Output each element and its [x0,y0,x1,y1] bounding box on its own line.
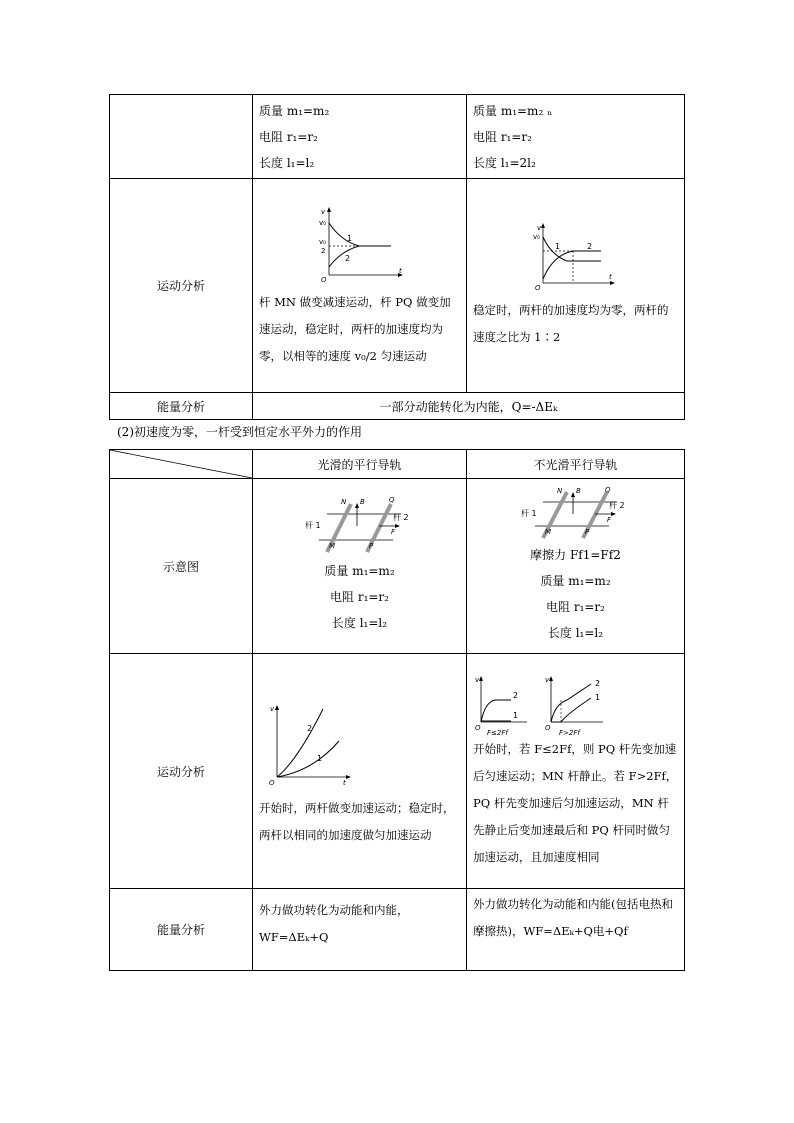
curve-1-label: 1 [555,241,561,251]
motion-left-text: 开始时，两杆做变加速运动；稳定时，两杆以相同的加速度做匀加速运动 [259,801,455,842]
rails-diagram-rough [521,486,631,542]
axis-t-label: t [609,272,612,281]
table-constant-force [109,449,685,971]
axis-v-label: v [321,208,326,216]
rod-2-label: 杆 2 [608,501,625,510]
condition-le-label: F≤2Ff [487,728,508,736]
label-B: B [359,498,365,506]
diagram-right-cell [467,479,685,654]
label-M: M [544,528,551,536]
origin-label: O [269,779,275,785]
curve-1-label: 1 [317,754,323,763]
prop-resistance: 电阻 r₁=r₂ [546,600,605,614]
energy-left-cell [253,889,467,971]
prop-mass: 质量 m₁=m₂ [324,564,395,578]
diagram-label: 示意图 [110,479,253,654]
header-rough-rails: 不光滑平行导轨 [467,450,685,479]
props-left-cell [253,95,467,179]
table-initial-velocity [109,94,685,420]
prop-length: 长度 l₁=2l₂ [473,155,536,170]
props-right-cell [467,95,685,179]
origin-label: O [321,276,327,283]
motion-label: 运动分析 [110,179,253,393]
prop-mass: 质量 m₁=m₂ ₙ [473,103,553,118]
axis-v-label: v [545,675,550,684]
label-F: F [606,516,611,524]
v0-label: v₀ [319,238,326,246]
axis-v-label: v [537,223,542,232]
axis-v-label: v [475,675,480,684]
rod-2-label: 杆 2 [392,513,409,522]
rails-diagram-smooth [305,496,415,558]
curve-2-label: 2 [513,690,519,700]
diagonal-header-cell [110,450,253,479]
velocity-graph-f-le [471,674,533,736]
diagram-left-cell [253,479,467,654]
energy-left-text: 外力做功转化为动能和内能，WF=ΔEₖ+Q [259,903,409,944]
label-M: M [328,542,335,550]
prop-length: 长度 l₁=l₂ [259,155,315,170]
label-B: B [575,487,581,495]
prop-resistance: 电阻 r₁=r₂ [330,590,389,604]
curve-1-label: 1 [595,692,601,702]
prop-mass: 质量 m₁=m₂ [540,574,611,588]
origin-label: O [475,723,481,732]
energy-right-cell [467,889,685,971]
velocity-graph-smooth [263,701,353,785]
curve-1-label: 1 [347,234,353,243]
prop-length: 长度 l₁=l₂ [331,616,388,630]
motion-right-cell [467,179,685,393]
motion-left-cell [253,654,467,889]
velocity-graph-f-gt [541,674,611,736]
energy-text: 一部分动能转化为内能，Q=-ΔEₖ [253,393,685,420]
curve-2-label: 2 [307,724,313,733]
motion-left-text: 杆 MN 做变减速运动，杆 PQ 做变加速运动，稳定时，两杆的加速度均为零，以相等的速度 v₀/2 匀速运动 [259,295,451,363]
condition-gt-label: F>2Ff [559,728,580,736]
axis-t-label: t [343,779,346,785]
energy-label: 能量分析 [110,889,253,971]
energy-right-text: 外力做功转化为动能和内能(包括电热和摩擦热)，WF=ΔEₖ+Q电+Qf [473,897,673,938]
prop-resistance: 电阻 r₁=r₂ [259,129,318,144]
prop-mass: 质量 m₁=m₂ [259,103,330,118]
label-P: P [368,542,373,550]
v0-label: v₀ [533,232,540,241]
energy-label: 能量分析 [110,393,253,420]
curve-2-label: 2 [345,254,351,263]
v0-label: v₀ [319,219,326,227]
label-Q: Q [604,486,611,494]
axis-v-label: v [270,705,275,713]
prop-resistance: 电阻 r₁=r₂ [473,129,532,144]
axis-t-label: t [399,267,402,275]
label-F: F [390,528,395,536]
velocity-graph-equal-length [311,205,411,283]
empty-cell [110,95,253,179]
label-N: N [556,487,562,495]
diagonal-line [110,450,252,478]
rod-1-label: 杆 1 [520,509,537,518]
velocity-graph-double-length [529,221,619,291]
label-N: N [340,498,346,506]
motion-label: 运动分析 [110,654,253,889]
origin-label: O [545,723,551,732]
curve-2-label: 2 [587,241,593,251]
half-label: 2 [321,247,326,255]
curve-2-label: 2 [595,678,601,688]
prop-friction: 摩擦力 Ff1=Ff2 [530,548,621,562]
header-smooth-rails: 光滑的平行导轨 [253,450,467,479]
prop-length: 长度 l₁=l₂ [547,626,604,640]
section-note: (2)初速度为零，一杆受到恒定水平外力的作用 [117,425,362,439]
label-P: P [584,528,589,536]
motion-right-text: 稳定时，两杆的加速度均为零，两杆的速度之比为 1∶2 [473,302,669,344]
motion-left-cell [253,179,467,393]
label-Q: Q [388,496,395,504]
origin-label: O [535,283,541,291]
curve-1-label: 1 [513,710,519,720]
motion-right-cell [467,654,685,889]
rod-1-label: 杆 1 [304,521,321,530]
motion-right-text: 开始时，若 F≤2Ff，则 PQ 杆先变加速后匀速运动；MN 杆静止。若 F>2Ff，PQ 杆先变加速后匀加速运动，MN 杆先静止后变加速最后和 PQ 杆同时做匀加速运动，且加速度相同 [473,741,678,864]
